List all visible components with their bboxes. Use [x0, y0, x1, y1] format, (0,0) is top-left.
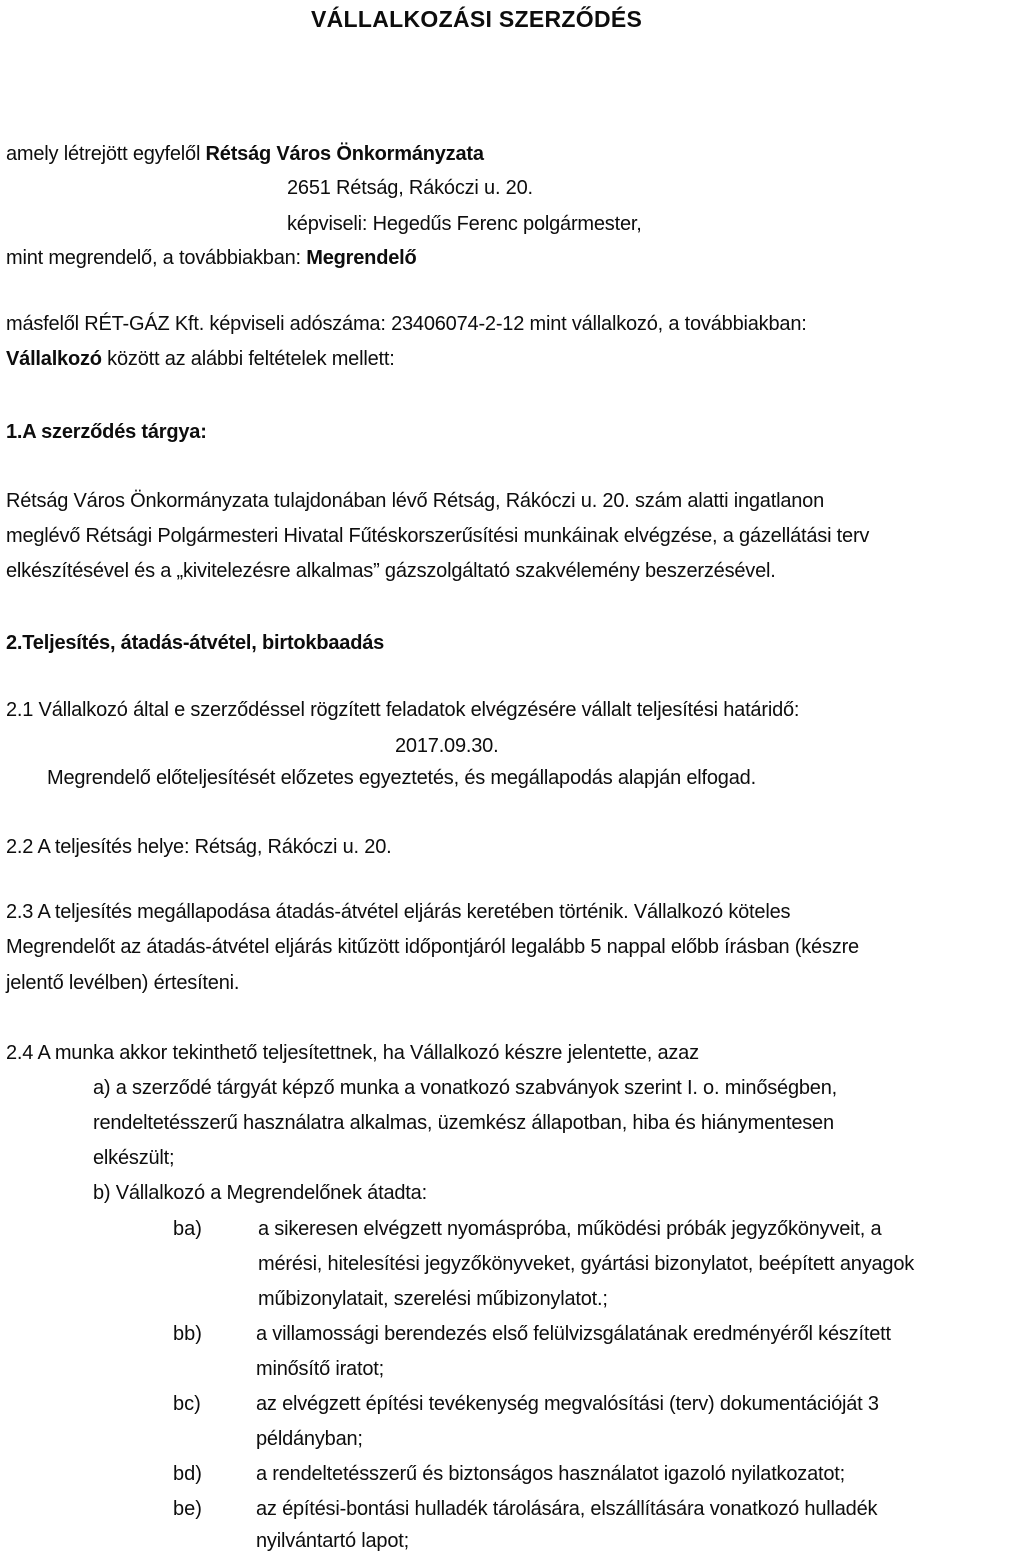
- item-line: a rendeltetésszerű és biztonságos használatot igazoló nyilatkozatot;: [256, 1463, 845, 1485]
- item-line: nyilvántartó lapot;: [256, 1530, 409, 1552]
- item-line: minősítő iratot;: [256, 1358, 384, 1380]
- item-label: ba): [173, 1218, 202, 1240]
- parties-line-4: [6, 245, 417, 271]
- client-representative: képviseli: Hegedűs Ferenc polgármester,: [287, 213, 642, 235]
- section-2-heading: 2.Teljesítés, átadás-átvétel, birtokbaadás: [6, 632, 385, 654]
- clause-2-4-intro: 2.4 A munka akkor tekinthető teljesítettnek, ha Vállalkozó készre jelentette, azaz: [6, 1042, 699, 1064]
- clause-2-4-a-line: elkészült;: [93, 1147, 175, 1169]
- section-1-heading: 1.A szerződés tárgya:: [6, 421, 207, 443]
- client-name: Rétság Város Önkormányzata: [205, 143, 484, 165]
- clause-2-3-line: Megrendelőt az átadás-átvétel eljárás kitűzött időpontjáról legalább 5 nappal előbb írásban (készre: [6, 936, 859, 958]
- client-role-text: mint megrendelő, a továbbiakban:: [6, 247, 307, 269]
- deadline-date: 2017.09.30.: [395, 735, 499, 757]
- item-label: bd): [173, 1463, 202, 1485]
- item-line: az építési-bontási hulladék tárolására, elszállítására vonatkozó hulladék: [256, 1498, 878, 1520]
- section-1-line: Rétság Város Önkormányzata tulajdonában lévő Rétság, Rákóczi u. 20. szám alatti ingatlanon: [6, 490, 825, 512]
- clause-2-2: 2.2 A teljesítés helye: Rétság, Rákóczi u. 20.: [6, 836, 392, 858]
- contractor-role-name: Vállalkozó: [6, 348, 102, 370]
- conditions-text: között az alábbi feltételek mellett:: [101, 348, 395, 370]
- item-line: a sikeresen elvégzett nyomáspróba, működési próbák jegyzőkönyveit, a: [258, 1218, 882, 1240]
- item-label: bc): [173, 1393, 201, 1415]
- client-role-name: Megrendelő: [306, 247, 417, 269]
- clause-2-3-line: 2.3 A teljesítés megállapodása átadás-átvétel eljárás keretében történik. Vállalkozó köteles: [6, 901, 791, 923]
- document-title: VÁLLALKOZÁSI SZERZŐDÉS: [311, 6, 643, 32]
- clause-2-4-b-intro: b) Vállalkozó a Megrendelőnek átadta:: [93, 1182, 427, 1204]
- item-label: bb): [173, 1323, 202, 1345]
- parties-line-6: [6, 346, 395, 372]
- item-line: az elvégzett építési tevékenység megvalósítási (terv) dokumentációját 3: [256, 1393, 879, 1415]
- clause-2-4-a-line: a) a szerződé tárgyát képző munka a vonatkozó szabványok szerint I. o. minőségben,: [93, 1077, 838, 1099]
- clause-2-1-line: 2.1 Vállalkozó által e szerződéssel rögzített feladatok elvégzésére vállalt teljesítési határidő:: [6, 699, 800, 721]
- client-address: 2651 Rétság, Rákóczi u. 20.: [287, 177, 533, 199]
- item-line: a villamossági berendezés első felülvizsgálatának eredményéről készített: [256, 1323, 891, 1345]
- section-1-line: meglévő Rétsági Polgármesteri Hivatal Fűtéskorszerűsítési munkáinak elvégzése, a gázellátási terv: [6, 525, 870, 547]
- contractor-line: másfelől RÉT-GÁZ Kft. képviseli adószáma: 23406074-2-12 mint vállalkozó, a továbbiakban:: [6, 313, 807, 335]
- clause-2-4-a-line: rendeltetésszerű használatra alkalmas, üzemkész állapotban, hiba és hiánymentesen: [93, 1112, 834, 1134]
- parties-intro-text: amely létrejött egyfelől: [6, 143, 206, 165]
- item-line: példányban;: [256, 1428, 363, 1450]
- parties-line-1: [6, 141, 484, 167]
- clause-2-1-note: Megrendelő előteljesítését előzetes egyeztetés, és megállapodás alapján elfogad.: [47, 767, 756, 789]
- item-label: be): [173, 1498, 202, 1520]
- clause-2-3-line: jelentő levélben) értesíteni.: [6, 972, 240, 994]
- section-1-line: elkészítésével és a „kivitelezésre alkalmas” gázszolgáltató szakvélemény beszerzésével.: [6, 560, 776, 582]
- item-line: műbizonylatait, szerelési műbizonylatot.;: [258, 1288, 608, 1310]
- item-line: mérési, hitelesítési jegyzőkönyveket, gyártási bizonylatot, beépített anyagok: [258, 1253, 915, 1275]
